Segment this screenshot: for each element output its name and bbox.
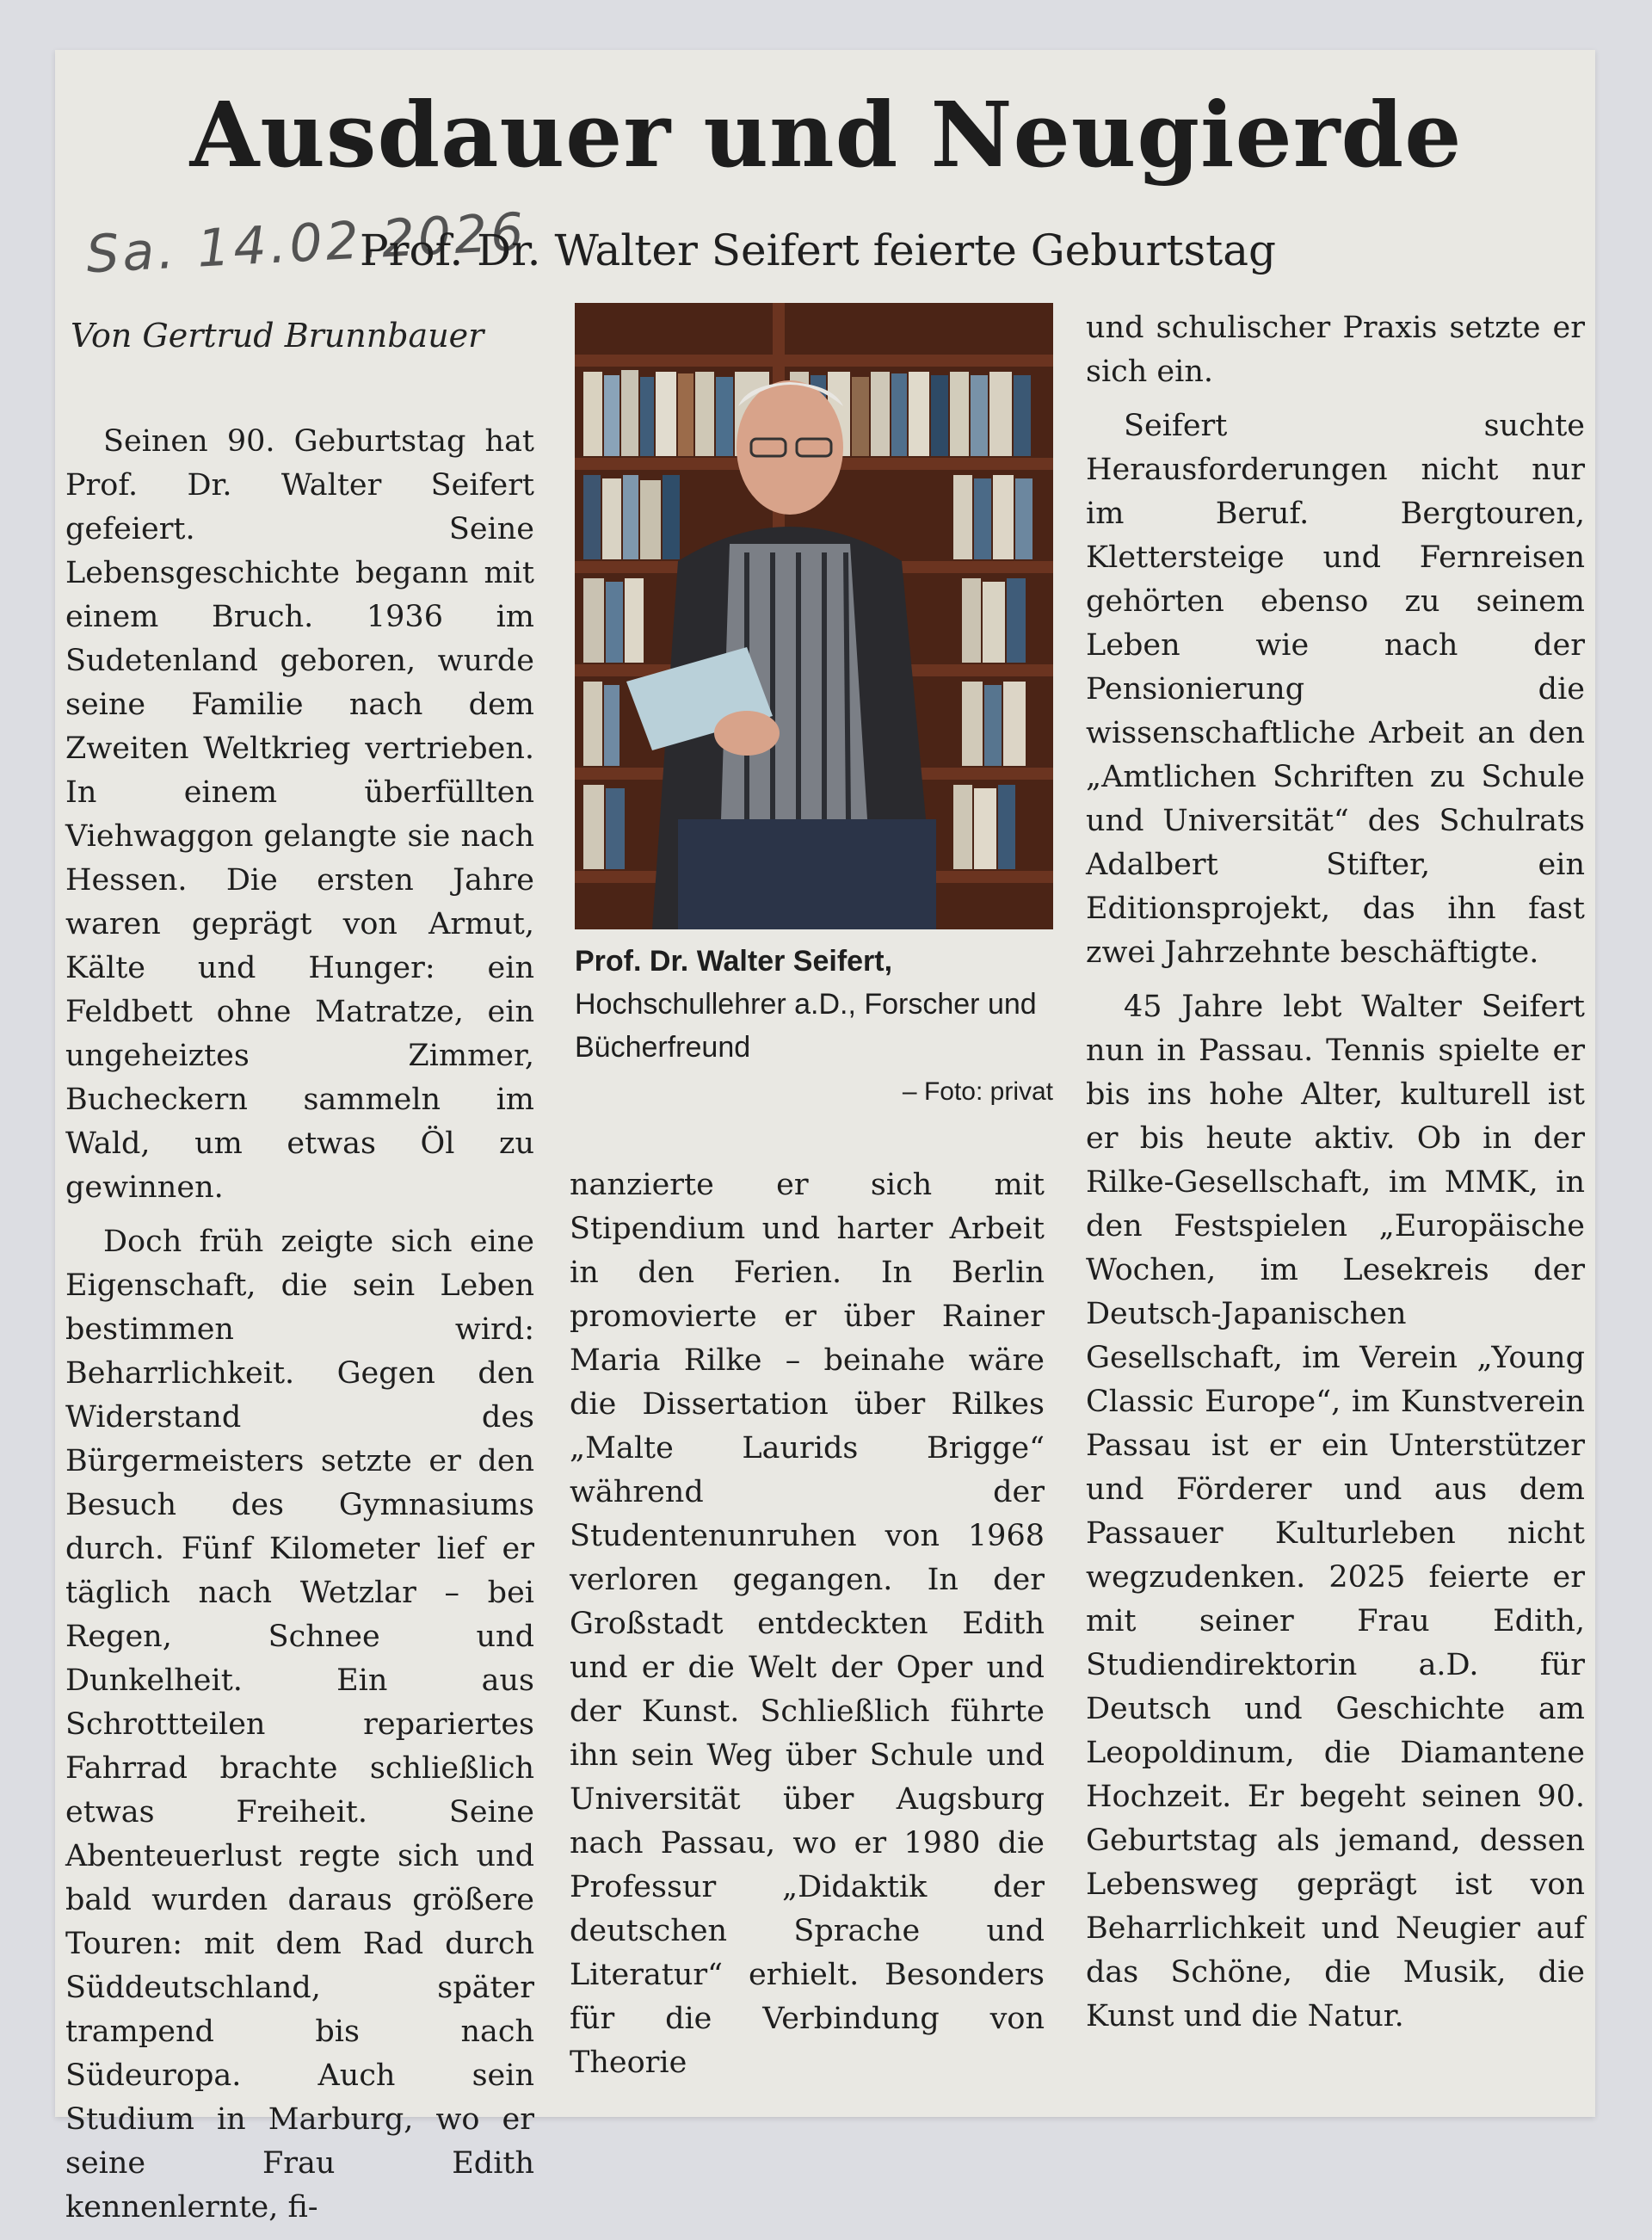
paragraph: nanzierte er sich mit Stipendium und harter Arbeit in den Ferien. In Berlin promovierte er über Rainer Maria Rilke – beinahe wäre die Dissertation über Rilkes „Malte Laurids Brigge“ während der Studentenunruhen von 1968 verloren gegangen. In der Großstadt entdeckten Edith und er die Welt der Oper und der Kunst. Schließlich führte ihn sein Weg über Schule und Universität über Augsburg nach Passau, wo er 1980 die Professur „Didaktik der deutschen Sprache und Literatur“ erhielt. Besonders für die Verbindung von Theorie	[570, 1168, 1045, 2080]
article-headline: Ausdauer und Neugierde	[189, 82, 1463, 188]
article-column-3	[1086, 306, 1585, 2049]
article-column-1	[65, 420, 534, 2240]
article-column-2	[570, 1163, 1045, 2095]
paragraph: Seifert suchte Herausforderungen nicht nur im Beruf. Bergtouren, Klettersteige und Fernreisen gehörten ebenso zu seinem Leben wie nach der Pensionierung die wissenschaftliche Arbeit an den „Amtlichen Schriften zu Schule und Universität“ des Schulrats Adalbert Stifter, ein Editionsprojekt, das ihn fast zwei Jahrzehnte beschäftigte.	[1086, 409, 1585, 970]
paragraph: Doch früh zeigte sich eine Eigenschaft, die sein Leben bestimmen wird: Beharrlichkeit. Gegen den Widerstand des Bürgermeisters setzte er den Besuch des Gymnasiums durch. Fünf Kilometer lief er täglich nach Wetzlar – bei Regen, Schnee und Dunkelheit. Ein aus Schrottteilen repariertes Fahrrad brachte schließlich etwas Freiheit. Seine Abenteuerlust regte sich und bald wurden daraus größere Touren: mit dem Rad durch Süddeutschland, später trampend bis nach Südeuropa. Auch sein Studium in Marburg, wo er seine Frau Edith kennenlernte, fi-	[65, 1225, 534, 2225]
portrait-photo	[575, 303, 1053, 929]
article-byline: Von Gertrud Brunnbauer	[71, 317, 484, 355]
paragraph: und schulischer Praxis setzte er sich ein.	[1086, 311, 1585, 389]
bookshelf-portrait-image	[575, 303, 1053, 929]
photo-caption	[575, 940, 1053, 1114]
paragraph: Seinen 90. Geburtstag hat Prof. Dr. Walter Seifert gefeiert. Seine Lebensgeschichte begann mit einem Bruch. 1936 im Sudetenland geboren, wurde seine Familie nach dem Zweiten Weltkrieg vertrieben. In einem überfüllten Viehwaggon gelangte sie nach Hessen. Die ersten Jahre waren geprägt von Armut, Kälte und Hunger: ein Feldbett ohne Matratze, ein ungeheiztes Zimmer, Bucheckern sammeln im Wald, um etwas Öl zu gewinnen.	[65, 424, 534, 1205]
handwritten-date: Sa. 14.02.2026	[84, 201, 529, 286]
photo-credit: – Foto: privat	[902, 1077, 1053, 1106]
article-subheadline: Prof. Dr. Walter Seifert feierte Geburtstag	[360, 225, 1277, 275]
caption-text: Hochschullehrer a.D., Forscher und Bücherfreund	[575, 988, 1037, 1064]
caption-name: Prof. Dr. Walter Seifert,	[575, 945, 893, 978]
paragraph: 45 Jahre lebt Walter Seifert nun in Passau. Tennis spielte er bis ins hohe Alter, kulturell ist er bis heute aktiv. Ob in der Rilke-Gesellschaft, im MMK, in den Festspielen „Europäische Wochen, im Lesekreis der Deutsch-Japanischen Gesellschaft, im Verein „Young Classic Europe“, im Kunstverein Passau ist er ein Unterstützer und Förderer und aus dem Passauer Kulturleben nicht wegzudenken. 2025 feierte er mit seiner Frau Edith, Studiendirektorin a.D. für Deutsch und Geschichte am Leopoldinum, die Diamantene Hochzeit. Er begeht seinen 90. Geburtstag als jemand, dessen Lebensweg geprägt ist von Beharrlichkeit und Neugier auf das Schöne, die Musik, die Kunst und die Natur.	[1086, 990, 1585, 2033]
